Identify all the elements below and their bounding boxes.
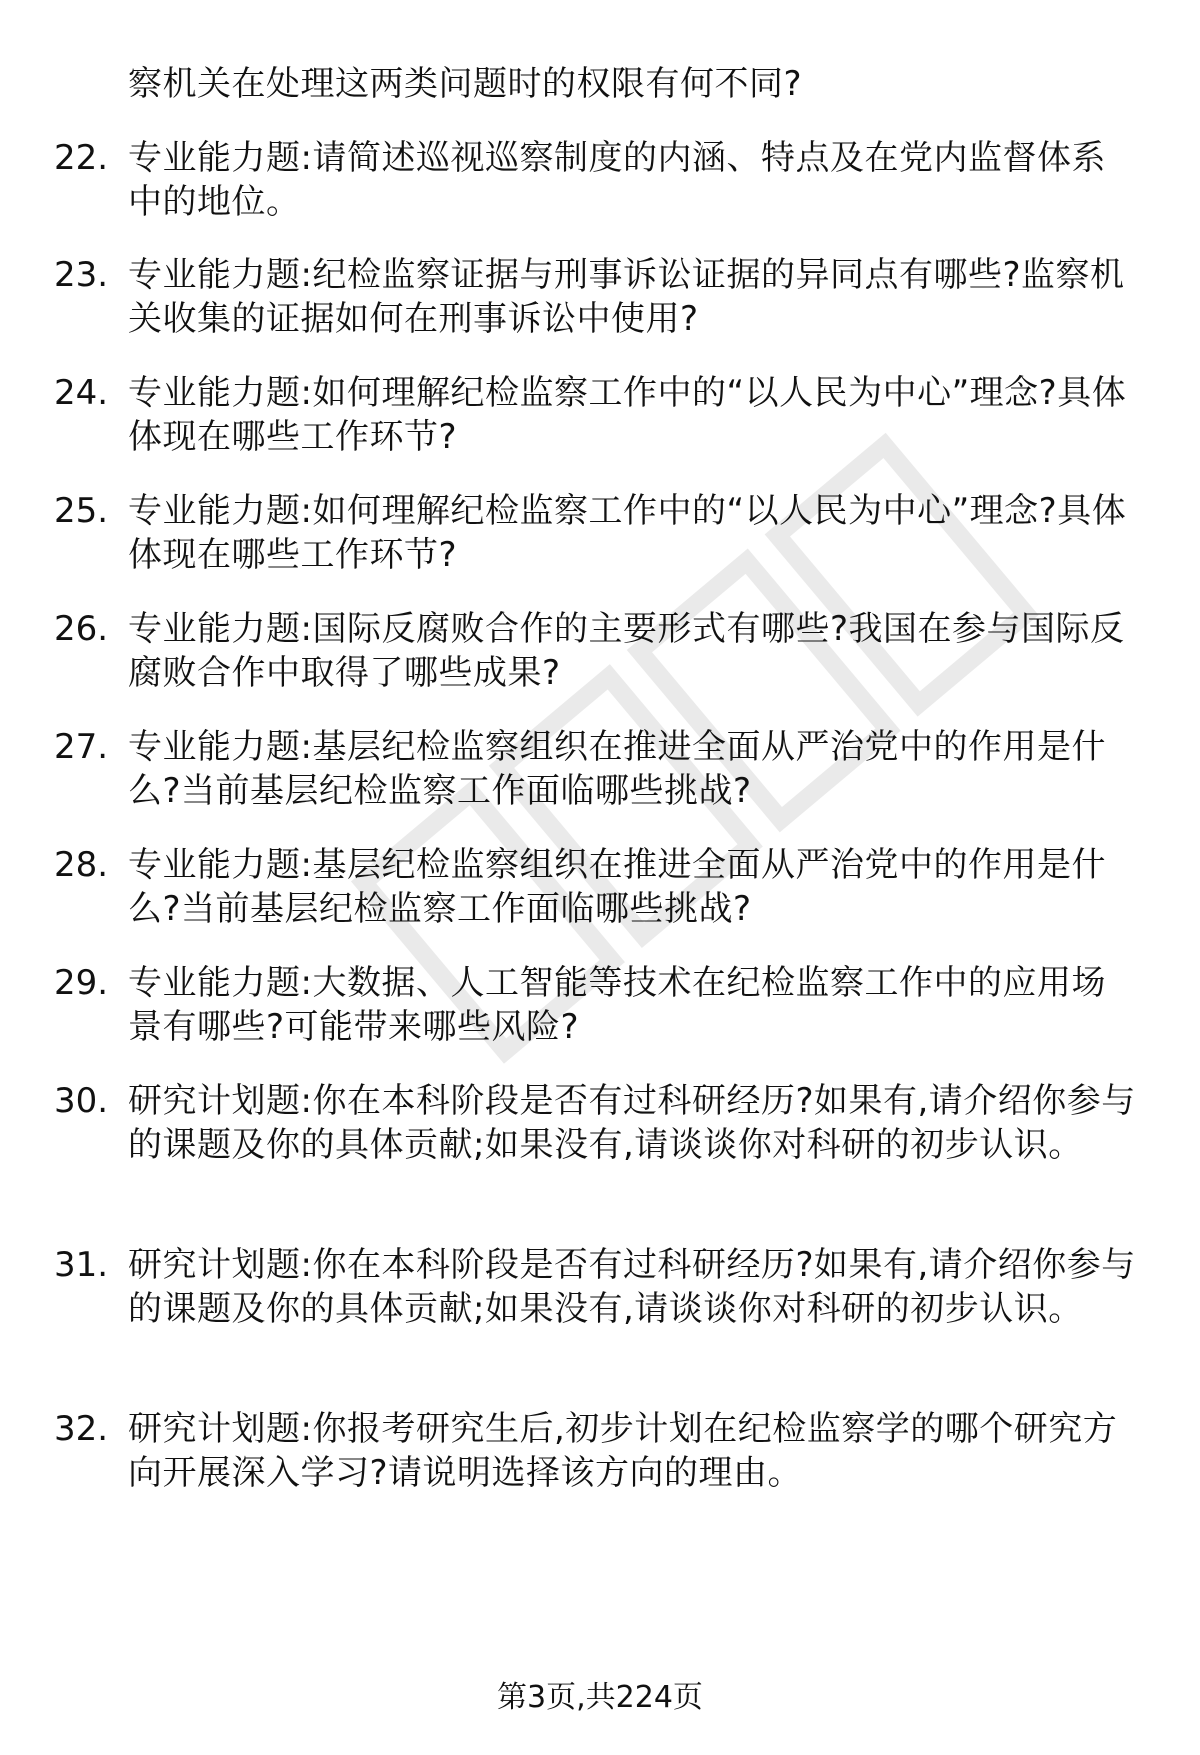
question-text: 专业能力题:基层纪检监察组织在推进全面从严治党中的作用是什么?当前基层纪检监察工作面临哪些挑战? bbox=[128, 845, 1106, 929]
question-number: 22. bbox=[54, 138, 109, 178]
question-text: 专业能力题:如何理解纪检监察工作中的“以人民为中心”理念?具体体现在哪些工作环节? bbox=[128, 373, 1127, 457]
question-number: 29. bbox=[54, 963, 109, 1003]
page-footer: 第3页,共224页 bbox=[497, 1680, 703, 1715]
question-text: 研究计划题:你在本科阶段是否有过科研经历?如果有,请介绍你参与的课题及你的具体贡献;如果没有,请谈谈你对科研的初步认识。 bbox=[128, 1245, 1136, 1329]
continuation-text: 察机关在处理这两类问题时的权限有何不同? bbox=[128, 64, 803, 104]
question-number: 27. bbox=[54, 727, 109, 767]
question-text: 专业能力题:纪检监察证据与刑事诉讼证据的异同点有哪些?监察机关收集的证据如何在刑事诉讼中使用? bbox=[128, 255, 1125, 339]
question-number: 28. bbox=[54, 845, 109, 885]
question-text: 专业能力题:如何理解纪检监察工作中的“以人民为中心”理念?具体体现在哪些工作环节? bbox=[128, 491, 1127, 575]
question-text: 专业能力题:大数据、人工智能等技术在纪检监察工作中的应用场景有哪些?可能带来哪些风险? bbox=[128, 963, 1106, 1047]
question-text: 研究计划题:你在本科阶段是否有过科研经历?如果有,请介绍你参与的课题及你的具体贡献;如果没有,请谈谈你对科研的初步认识。 bbox=[128, 1081, 1136, 1165]
question-text: 研究计划题:你报考研究生后,初步计划在纪检监察学的哪个研究方向开展深入学习?请说明选择该方向的理由。 bbox=[128, 1409, 1118, 1493]
question-text: 专业能力题:国际反腐败合作的主要形式有哪些?我国在参与国际反腐败合作中取得了哪些成果? bbox=[128, 609, 1125, 693]
question-number: 31. bbox=[54, 1245, 109, 1285]
question-text: 专业能力题:请简述巡视巡察制度的内涵、特点及在党内监督体系中的地位。 bbox=[128, 138, 1106, 222]
question-number: 26. bbox=[54, 609, 109, 649]
question-text: 专业能力题:基层纪检监察组织在推进全面从严治党中的作用是什么?当前基层纪检监察工作面临哪些挑战? bbox=[128, 727, 1106, 811]
question-number: 30. bbox=[54, 1081, 109, 1121]
question-number: 25. bbox=[54, 491, 109, 531]
question-number: 24. bbox=[54, 373, 109, 413]
question-number: 23. bbox=[54, 255, 109, 295]
question-number: 32. bbox=[54, 1409, 109, 1449]
